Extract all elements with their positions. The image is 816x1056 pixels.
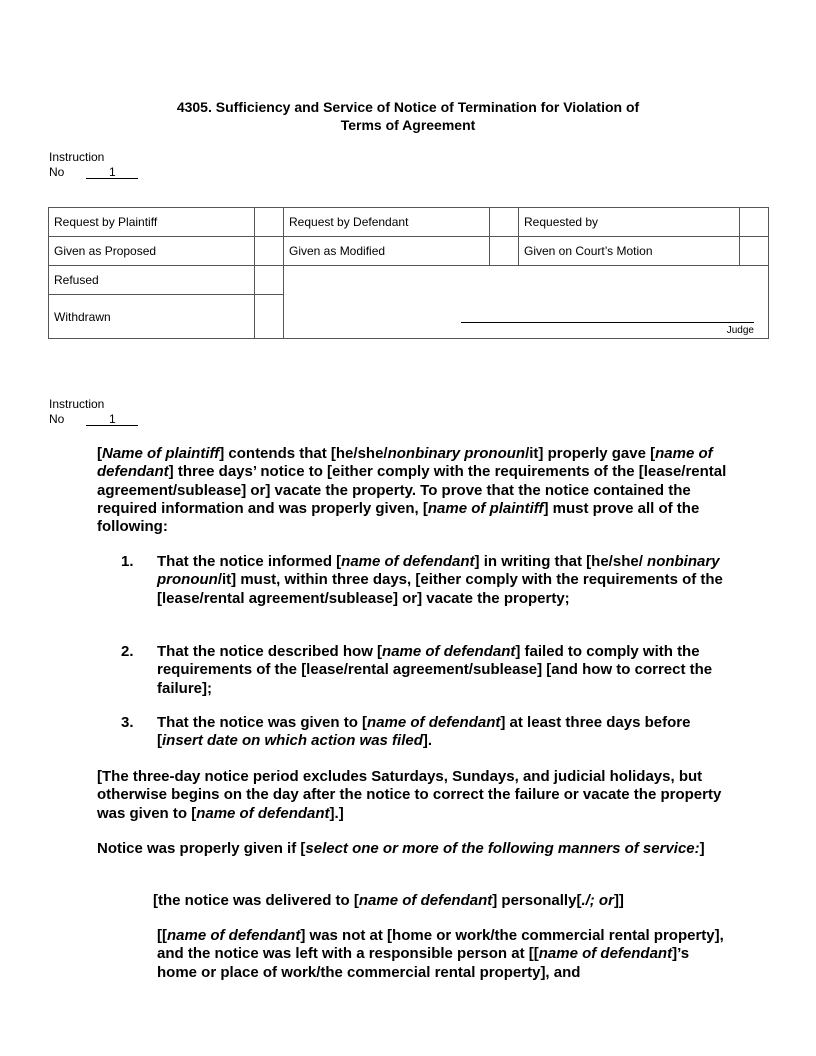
placeholder-text: name of defendant	[538, 945, 673, 963]
given-as-modified-label: Given as Modified	[284, 237, 490, 266]
judge-label: Judge	[726, 325, 754, 336]
withdrawn-label: Withdrawn	[49, 295, 255, 339]
given-as-proposed-checkbox[interactable]	[255, 237, 284, 266]
placeholder-text: ./; or	[581, 892, 614, 909]
list-number: 1.	[121, 553, 134, 570]
instruction-number-top	[49, 150, 138, 179]
instruction-label: Instruction	[49, 150, 105, 164]
refused-label: Refused	[49, 266, 255, 295]
text-span: ] contends that [he/she/	[219, 445, 388, 462]
requested-by-label: Requested by	[519, 208, 740, 237]
request-by-defendant-label: Request by Defendant	[284, 208, 490, 237]
text-span: ].]	[329, 804, 344, 822]
placeholder-text: name of defendant	[382, 643, 516, 660]
request-by-plaintiff-label: Request by Plaintiff	[49, 208, 255, 237]
text-span: ] was not at [home or work/the commercial rental property], and the notice was left with a responsible person at [[	[157, 927, 724, 963]
text-span: /it] properly gave [	[525, 445, 656, 462]
placeholder-text: name of defendant	[167, 927, 301, 944]
instruction-no-label: No	[49, 411, 65, 426]
placeholder-text: Name of plaintiff	[102, 445, 220, 462]
placeholder-text: name of plaintiff	[427, 499, 544, 517]
judge-signature-area[interactable]	[284, 266, 769, 339]
text-span: [the notice was delivered to [	[153, 892, 359, 909]
text-span: [[	[157, 927, 167, 944]
list-item	[97, 714, 727, 751]
text-span: [	[97, 445, 102, 462]
text-span: Notice was properly given if [	[97, 840, 306, 857]
placeholder-text: name of defendant	[367, 714, 501, 731]
instruction-no-label: No	[49, 164, 65, 179]
given-on-courts-motion-checkbox[interactable]	[740, 237, 769, 266]
list-number: 2.	[121, 643, 134, 660]
list-item	[97, 553, 727, 608]
placeholder-text: insert date on which action was filed	[162, 732, 423, 750]
substituted-service-option	[157, 927, 727, 982]
text-span: ] personally[	[492, 892, 582, 909]
instruction-number-bottom	[49, 397, 138, 426]
intro-paragraph	[97, 445, 727, 536]
given-as-proposed-label: Given as Proposed	[49, 237, 255, 266]
request-table	[48, 207, 769, 339]
placeholder-text: name of defendant	[358, 892, 493, 909]
placeholder-text: nonbinary pronoun	[387, 445, 526, 462]
placeholder-text: select one or more of the following manners of service:	[305, 840, 700, 857]
text-span: ] in writing that [he/she/	[474, 553, 648, 570]
text-span: /it] must, within three days, [either comply with the requirements of the [lease/rental agreement/sublease] or] vacate the property;	[157, 571, 723, 607]
placeholder-text: nonbinary pronoun	[157, 553, 720, 589]
text-span: ] must prove all of the following:	[97, 499, 700, 536]
text-span: [The three-day notice period excludes Saturdays, Sundays, and judicial holidays, but otherwise begins on the day after the notice to correct the failure or vacate the property was given to [	[97, 768, 722, 822]
placeholder-text: name of defendant	[341, 553, 475, 570]
text-span: ]]	[613, 892, 624, 909]
notice-period-paragraph	[97, 768, 727, 823]
personal-service-option	[153, 892, 727, 910]
requested-by-checkbox[interactable]	[740, 208, 769, 237]
text-span: ]’s home or place of work/the commercial rental property], and	[157, 945, 690, 981]
refused-checkbox[interactable]	[255, 266, 284, 295]
title-line-1: 4305. Sufficiency and Service of Notice of Termination for Violation of	[176, 99, 640, 115]
title-line-2: Terms of Agreement	[340, 117, 476, 133]
service-paragraph	[97, 840, 727, 858]
text-span: ]	[699, 840, 705, 857]
instruction-number: 1	[86, 413, 138, 426]
text-span: That the notice informed [	[157, 553, 342, 570]
text-span: ] failed to comply with the requirements of the [lease/rental agreement/sublease] [and how to correct the failure];	[157, 643, 713, 697]
list-number: 3.	[121, 714, 134, 731]
text-span: ] at least three days before [	[157, 714, 691, 750]
judge-signature-line	[461, 322, 754, 323]
placeholder-text: name of defendant	[97, 445, 713, 481]
page-title	[0, 98, 816, 134]
text-span: That the notice was given to [	[157, 714, 368, 731]
text-span: ] three days’ notice to [either comply with the requirements of the [lease/rental agreement/sublease] or] vacate the property. To prove that the notice contained the required information and was properly given, [	[97, 463, 727, 517]
given-on-courts-motion-label: Given on Court’s Motion	[519, 237, 740, 266]
placeholder-text: name of defendant	[196, 804, 330, 822]
withdrawn-checkbox[interactable]	[255, 295, 284, 339]
request-by-defendant-checkbox[interactable]	[490, 208, 519, 237]
list-item	[97, 643, 727, 698]
given-as-modified-checkbox[interactable]	[490, 237, 519, 266]
instruction-label: Instruction	[49, 397, 105, 411]
text-span: ].	[422, 732, 433, 750]
request-by-plaintiff-checkbox[interactable]	[255, 208, 284, 237]
instruction-number: 1	[86, 166, 138, 179]
text-span: That the notice described how [	[157, 643, 383, 660]
